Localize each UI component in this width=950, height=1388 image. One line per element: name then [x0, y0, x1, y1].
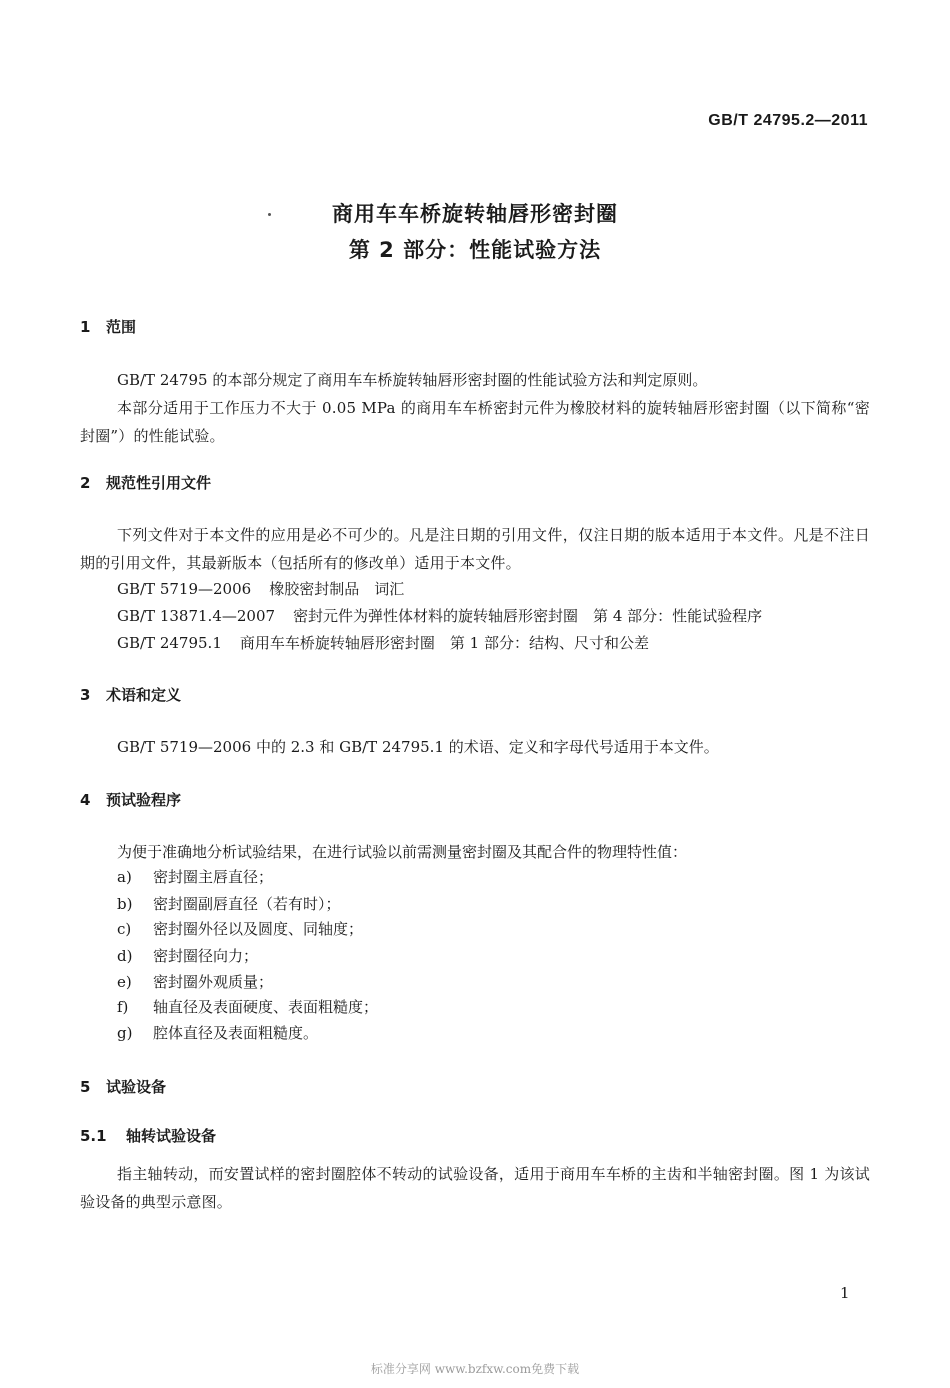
list-text: 密封圈径向力；	[153, 947, 259, 965]
list-item	[117, 971, 273, 992]
standard-number: GB/T 24795.2—2011	[708, 112, 868, 129]
list-marker: f)	[117, 998, 129, 1016]
section-number: 3	[80, 686, 91, 704]
section-4-heading	[80, 789, 181, 810]
reference-item	[117, 578, 404, 599]
section-1-paragraph-2: 本部分适用于工作压力不大于 0.05 MPa 的商用车车桥密封元件为橡胶材料的旋转轴唇形密封圈（以下简称“密封圈”）的性能试验。	[80, 399, 870, 445]
section-4-paragraph-1: 为便于准确地分析试验结果，在进行试验以前需测量密封圈及其配合件的物理特性值：	[117, 843, 688, 861]
reference-title: 橡胶密封制品 词汇	[269, 580, 405, 598]
reference-item	[117, 632, 649, 653]
section-3-heading	[80, 684, 181, 705]
reference-code: GB/T 13871.4—2007	[117, 607, 276, 625]
section-1-paragraph-1: GB/T 24795 的本部分规定了商用车车桥旋转轴唇形密封圈的性能试验方法和判定原则。	[117, 371, 708, 389]
subsection-title: 轴转试验设备	[126, 1127, 217, 1145]
section-3-paragraph-1: GB/T 5719—2006 中的 2.3 和 GB/T 24795.1 的术语、定义和字母代号适用于本文件。	[117, 738, 719, 756]
document-title-line1: 商用车车桥旋转轴唇形密封圈	[332, 202, 618, 226]
list-marker: e)	[117, 973, 132, 991]
list-text: 密封圈外观质量；	[153, 973, 274, 991]
list-text: 密封圈副唇直径（若有时）；	[153, 895, 341, 913]
section-number: 4	[80, 791, 91, 809]
reference-code: GB/T 24795.1	[117, 634, 222, 652]
section-2-paragraph-1: 下列文件对于本文件的应用是必不可少的。凡是注日期的引用文件，仅注日期的版本适用于本文件。凡是不注日期的引用文件，其最新版本（包括所有的修改单）适用于本文件。	[80, 526, 870, 572]
list-marker: c)	[117, 920, 132, 938]
section-title: 术语和定义	[106, 686, 182, 704]
list-text: 密封圈外径以及圆度、同轴度；	[153, 920, 364, 938]
list-item	[117, 996, 378, 1017]
section-number: 1	[80, 318, 91, 336]
reference-code: GB/T 5719—2006	[117, 580, 252, 598]
section-2-heading	[80, 472, 211, 493]
list-marker: a)	[117, 868, 132, 886]
list-text: 腔体直径及表面粗糙度。	[153, 1024, 319, 1042]
section-title: 规范性引用文件	[106, 474, 212, 492]
page-number: 1	[840, 1284, 850, 1302]
section-title: 范围	[106, 318, 137, 336]
list-item	[117, 918, 363, 939]
section-title: 预试验程序	[106, 791, 182, 809]
list-marker: g)	[117, 1024, 133, 1042]
subsection-5-1-heading	[80, 1125, 216, 1146]
list-marker: d)	[117, 947, 133, 965]
watermark-text: 标准分享网 www.bzfxw.com免费下载	[370, 1362, 580, 1376]
reference-title: 商用车车桥旋转轴唇形密封圈 第 1 部分：结构、尺寸和公差	[239, 634, 649, 652]
list-text: 轴直径及表面硬度、表面粗糙度；	[153, 998, 379, 1016]
section-1-heading	[80, 316, 136, 337]
section-title: 试验设备	[106, 1078, 167, 1096]
document-title-line2: 第 2 部分：性能试验方法	[348, 238, 602, 262]
list-item	[117, 866, 273, 887]
list-text: 密封圈主唇直径；	[153, 868, 274, 886]
list-item	[117, 893, 341, 914]
subsection-number: 5.1	[80, 1127, 107, 1145]
section-number: 2	[80, 474, 91, 492]
reference-title: 密封元件为弹性体材料的旋转轴唇形密封圈 第 4 部分：性能试验程序	[293, 607, 763, 625]
section-number: 5	[80, 1078, 91, 1096]
list-item	[117, 945, 258, 966]
subsection-5-1-paragraph-1: 指主轴转动，而安置试样的密封圈腔体不转动的试验设备，适用于商用车车桥的主齿和半轴密封圈。图 1 为该试验设备的典型示意图。	[80, 1165, 870, 1211]
list-marker: b)	[117, 895, 133, 913]
reference-item	[117, 605, 762, 626]
section-5-heading	[80, 1076, 166, 1097]
list-item	[117, 1022, 318, 1043]
